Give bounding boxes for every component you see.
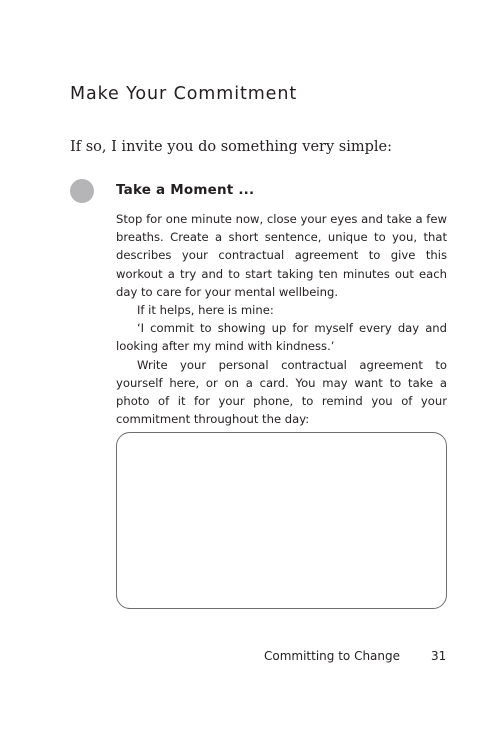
running-footer-title: Committing to Change (264, 649, 401, 663)
paragraph-example-intro: If it helps, here is mine: (137, 303, 274, 318)
paragraph-instructions: Stop for one minute now, close your eyes and take a few breaths. Create a short sentence, unique to you, that describes your contractual agreement to give this workout a try and to start taking ten minutes out each day to care for your mental wellbeing. (116, 212, 447, 299)
exercise-title: Take a Moment ... (116, 182, 255, 198)
page-number: 31 (431, 649, 447, 663)
paragraph-example-quote: ‘I commit to showing up for myself every day and looking after my mind with kindness.’ (116, 321, 447, 354)
paragraph-write-prompt: Write your personal contractual agreement to yourself here, or on a card. You may want to take a photo of it for your phone, to remind you of your commitment throughout the day: (116, 357, 447, 427)
grey-circle-bullet-icon (70, 179, 94, 203)
exercise-body (116, 210, 447, 428)
commitment-writing-box[interactable] (116, 432, 447, 609)
intro-sentence: If so, I invite you do something very simple: (70, 139, 392, 155)
section-heading: Make Your Commitment (70, 84, 298, 104)
